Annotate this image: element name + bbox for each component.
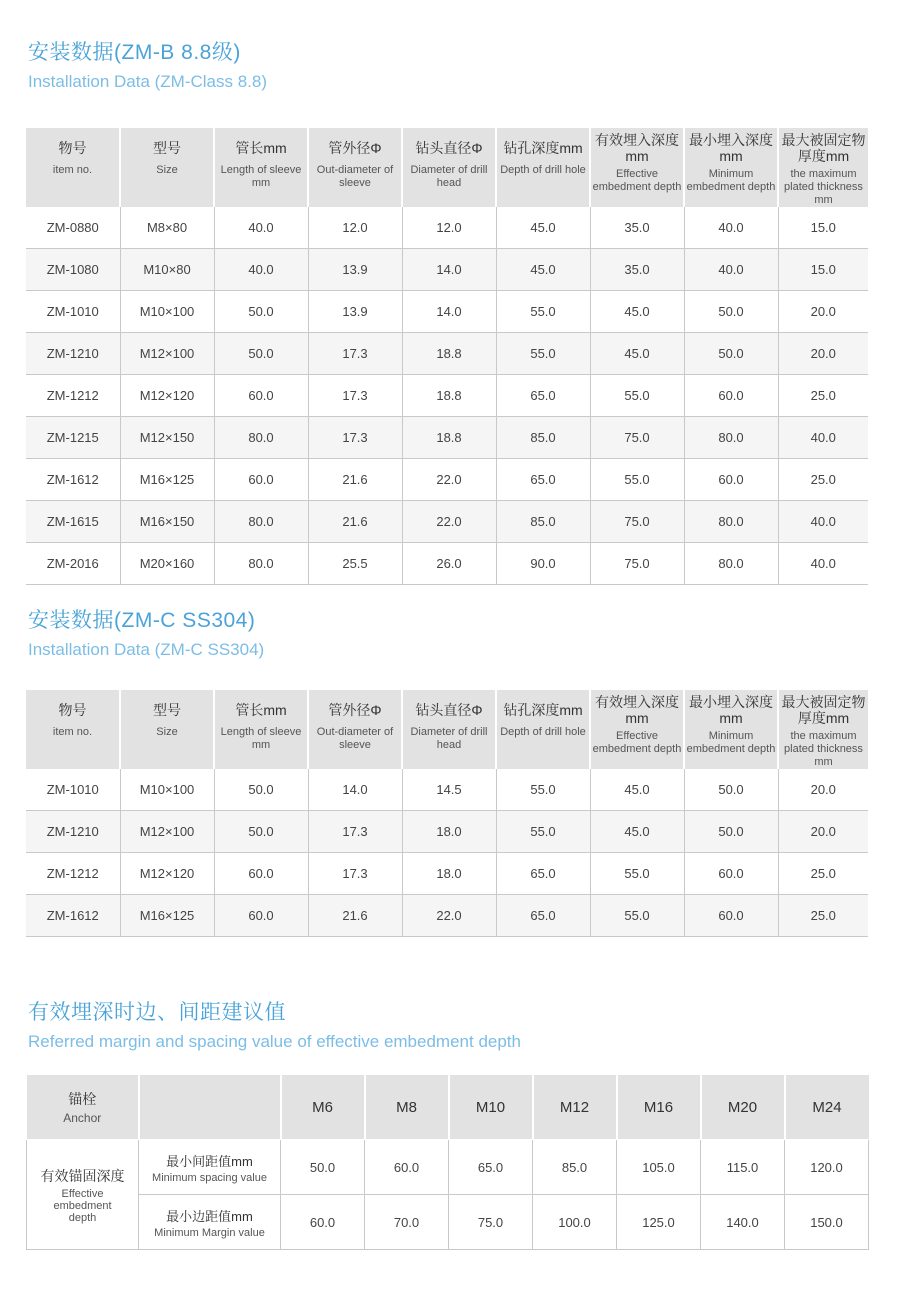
table-cell: 12.0 — [402, 207, 496, 249]
table-cell: 65.0 — [496, 375, 590, 417]
min-margin-value: 150.0 — [785, 1195, 869, 1250]
table-cell: 40.0 — [684, 249, 778, 291]
column-header-en: Minimum embedment depth — [686, 168, 776, 193]
table-cell: 50.0 — [684, 769, 778, 811]
column-header-en: Depth of drill hole — [500, 726, 586, 738]
table-cell: 60.0 — [214, 895, 308, 937]
table-cell: 60.0 — [684, 375, 778, 417]
table-cell: 85.0 — [496, 501, 590, 543]
section-spacing-heading — [28, 996, 521, 1052]
column-header — [120, 690, 214, 769]
column-header-cn: 最大被固定物厚度mm — [781, 694, 866, 726]
table-cell: 14.0 — [402, 291, 496, 333]
table-cell: 18.0 — [402, 811, 496, 853]
table-cell: 21.6 — [308, 459, 402, 501]
table-cell: M12×100 — [120, 811, 214, 853]
section-zmb-title-en: Installation Data (ZM-Class 8.8) — [28, 72, 268, 91]
table-row — [26, 375, 868, 417]
table-cell: 45.0 — [590, 291, 684, 333]
min-spacing-label-en: Minimum spacing value — [152, 1171, 267, 1184]
table-cell: 12.0 — [308, 207, 402, 249]
table-cell: 50.0 — [684, 811, 778, 853]
column-header-cn: 管外径Φ — [328, 702, 382, 718]
column-header-cn: 钻头直径Φ — [415, 140, 483, 156]
table-cell: 13.9 — [308, 249, 402, 291]
column-header-en: Depth of drill hole — [500, 164, 586, 176]
min-margin-row — [27, 1195, 869, 1250]
table-row — [26, 417, 868, 459]
table-cell: 22.0 — [402, 459, 496, 501]
table-row — [26, 811, 868, 853]
table-cell: 18.8 — [402, 333, 496, 375]
table-cell: 18.8 — [402, 417, 496, 459]
min-margin-label-en: Minimum Margin value — [154, 1226, 265, 1239]
column-header-cn: 管长mm — [235, 140, 287, 156]
table-cell: ZM-1080 — [26, 249, 120, 291]
anchor-header-cell — [27, 1075, 139, 1140]
column-header-cn: 管长mm — [235, 702, 287, 718]
table-cell: 20.0 — [778, 769, 868, 811]
table-cell: ZM-1210 — [26, 811, 120, 853]
column-header-cn: 有效埋入深度mm — [595, 694, 679, 726]
column-header-en: the maximum plated thickness mm — [784, 168, 863, 206]
table-cell: M12×120 — [120, 853, 214, 895]
table-cell: 17.3 — [308, 853, 402, 895]
min-spacing-label-cell — [139, 1140, 281, 1195]
table-cell: ZM-1612 — [26, 459, 120, 501]
zmb-table-body — [26, 207, 868, 585]
table-cell: 60.0 — [684, 459, 778, 501]
column-header-en: Minimum embedment depth — [686, 730, 776, 755]
table-cell: 50.0 — [214, 811, 308, 853]
column-header — [496, 690, 590, 769]
table-cell: 25.0 — [778, 895, 868, 937]
table-cell: 26.0 — [402, 543, 496, 585]
table-cell: 14.0 — [308, 769, 402, 811]
min-margin-value: 125.0 — [617, 1195, 701, 1250]
table-cell: 50.0 — [214, 291, 308, 333]
column-header — [684, 690, 778, 769]
anchor-label-cn: 锚栓 — [68, 1091, 97, 1107]
table-row — [26, 543, 868, 585]
table-cell: 50.0 — [214, 333, 308, 375]
size-header-cell: M24 — [785, 1075, 869, 1140]
table-cell: 55.0 — [590, 459, 684, 501]
section-zmc-title-en: Installation Data (ZM-C SS304) — [28, 640, 265, 659]
group-label-cn: 有效锚固深度 — [40, 1167, 125, 1184]
size-header-cell: M12 — [533, 1075, 617, 1140]
table-cell: 21.6 — [308, 895, 402, 937]
table-cell: 17.3 — [308, 333, 402, 375]
table-cell: 65.0 — [496, 895, 590, 937]
column-header — [26, 128, 120, 207]
table-cell: 75.0 — [590, 543, 684, 585]
table-cell: 21.6 — [308, 501, 402, 543]
column-header-cn: 型号 — [153, 702, 181, 718]
column-header — [402, 690, 496, 769]
table-cell: 45.0 — [590, 333, 684, 375]
table-row — [26, 895, 868, 937]
table-cell: 85.0 — [496, 417, 590, 459]
min-margin-value: 75.0 — [449, 1195, 533, 1250]
table-cell: 50.0 — [214, 769, 308, 811]
column-header-en: Diameter of drill head — [410, 726, 488, 751]
section-zmc-heading — [28, 604, 264, 660]
spacing-header-row — [27, 1075, 869, 1140]
column-header-en: Size — [156, 164, 178, 176]
table-row — [26, 207, 868, 249]
table-cell: 18.8 — [402, 375, 496, 417]
table-cell: M16×150 — [120, 501, 214, 543]
min-margin-value: 70.0 — [365, 1195, 449, 1250]
table-cell: 17.3 — [308, 811, 402, 853]
min-margin-label-cn: 最小边距值mm — [166, 1208, 253, 1224]
table-cell: 18.0 — [402, 853, 496, 895]
column-header-en: Effective embedment depth — [592, 730, 682, 755]
column-header-cn: 最小埋入深度mm — [689, 694, 773, 726]
column-header — [308, 690, 402, 769]
table-cell: 55.0 — [590, 853, 684, 895]
table-cell: 40.0 — [778, 501, 868, 543]
column-header — [590, 128, 684, 207]
size-header-cell: M20 — [701, 1075, 785, 1140]
table-cell: M10×100 — [120, 769, 214, 811]
table-row — [26, 333, 868, 375]
min-spacing-value: 65.0 — [449, 1140, 533, 1195]
table-cell: ZM-0880 — [26, 207, 120, 249]
column-header-en: Out-diameter of sleeve — [316, 164, 394, 189]
column-header — [214, 690, 308, 769]
column-header-en: the maximum plated thickness mm — [784, 730, 863, 768]
table-cell: 60.0 — [214, 853, 308, 895]
table-cell: 40.0 — [778, 417, 868, 459]
zmb-installation-table — [26, 128, 868, 585]
column-header-cn: 物号 — [58, 140, 87, 156]
zmc-table-body — [26, 769, 868, 937]
table-cell: 20.0 — [778, 291, 868, 333]
table-row — [26, 853, 868, 895]
column-header — [402, 128, 496, 207]
table-cell: 55.0 — [496, 769, 590, 811]
table-cell: 55.0 — [590, 895, 684, 937]
table-cell: 35.0 — [590, 249, 684, 291]
size-header-cell: M6 — [281, 1075, 365, 1140]
table-cell: ZM-1010 — [26, 291, 120, 333]
table-cell: ZM-1615 — [26, 501, 120, 543]
table-cell: 45.0 — [590, 769, 684, 811]
size-header-cell: M16 — [617, 1075, 701, 1140]
table-cell: 40.0 — [778, 543, 868, 585]
table-cell: 75.0 — [590, 417, 684, 459]
min-spacing-value: 120.0 — [785, 1140, 869, 1195]
column-header-cn: 管外径Φ — [328, 140, 382, 156]
table-cell: 25.0 — [778, 853, 868, 895]
table-cell: 20.0 — [778, 333, 868, 375]
section-zmb-heading — [28, 36, 267, 92]
group-label-en: Effective embedment depth — [53, 1187, 112, 1224]
table-cell: ZM-1215 — [26, 417, 120, 459]
table-cell: 80.0 — [684, 417, 778, 459]
column-header-cn: 最大被固定物厚度mm — [781, 132, 866, 164]
table-cell: 90.0 — [496, 543, 590, 585]
section-spacing-title-en: Referred margin and spacing value of effective embedment depth — [28, 1032, 521, 1051]
table-cell: 35.0 — [590, 207, 684, 249]
table-row — [26, 769, 868, 811]
min-spacing-label-cn: 最小间距值mm — [166, 1153, 253, 1169]
zmc-header-row — [26, 690, 868, 769]
column-header-cn: 最小埋入深度mm — [689, 132, 773, 164]
min-margin-value: 60.0 — [281, 1195, 365, 1250]
table-cell: 60.0 — [684, 853, 778, 895]
column-header-en: Diameter of drill head — [410, 164, 488, 189]
table-cell: 80.0 — [214, 417, 308, 459]
table-row — [26, 501, 868, 543]
min-spacing-value: 105.0 — [617, 1140, 701, 1195]
table-cell: 25.0 — [778, 459, 868, 501]
table-cell: 25.5 — [308, 543, 402, 585]
column-header-en: item no. — [52, 164, 93, 176]
table-cell: ZM-1212 — [26, 853, 120, 895]
table-cell: M16×125 — [120, 895, 214, 937]
column-header-en: Length of sleeve mm — [220, 164, 302, 189]
column-header-cn: 物号 — [58, 702, 87, 718]
table-cell: 25.0 — [778, 375, 868, 417]
column-header-cn: 有效埋入深度mm — [595, 132, 679, 164]
table-cell: 80.0 — [214, 543, 308, 585]
table-cell: 13.9 — [308, 291, 402, 333]
table-cell: 40.0 — [214, 207, 308, 249]
column-header-en: Length of sleeve mm — [220, 726, 302, 751]
table-cell: 55.0 — [496, 291, 590, 333]
column-header-cn: 型号 — [153, 140, 181, 156]
size-header-cell: M10 — [449, 1075, 533, 1140]
column-header — [120, 128, 214, 207]
min-spacing-row — [27, 1140, 869, 1195]
table-cell: 15.0 — [778, 207, 868, 249]
table-cell: M16×125 — [120, 459, 214, 501]
table-cell: ZM-1210 — [26, 333, 120, 375]
table-cell: M8×80 — [120, 207, 214, 249]
table-cell: 15.0 — [778, 249, 868, 291]
table-cell: 55.0 — [590, 375, 684, 417]
table-cell: 14.5 — [402, 769, 496, 811]
column-header — [684, 128, 778, 207]
table-cell: 60.0 — [214, 375, 308, 417]
column-header-en: Effective embedment depth — [592, 168, 682, 193]
column-header — [214, 128, 308, 207]
min-margin-label-cell — [139, 1195, 281, 1250]
table-cell: 22.0 — [402, 501, 496, 543]
effective-depth-group-cell — [27, 1140, 139, 1250]
table-cell: 80.0 — [684, 543, 778, 585]
table-cell: 80.0 — [214, 501, 308, 543]
column-header-cn: 钻头直径Φ — [415, 702, 483, 718]
min-margin-value: 140.0 — [701, 1195, 785, 1250]
min-spacing-value: 85.0 — [533, 1140, 617, 1195]
table-cell: M12×100 — [120, 333, 214, 375]
table-cell: ZM-1010 — [26, 769, 120, 811]
blank-header-cell — [139, 1075, 281, 1140]
table-row — [26, 249, 868, 291]
table-cell: 60.0 — [684, 895, 778, 937]
min-margin-value: 100.0 — [533, 1195, 617, 1250]
table-cell: 65.0 — [496, 853, 590, 895]
table-cell: 40.0 — [684, 207, 778, 249]
table-cell: 75.0 — [590, 501, 684, 543]
column-header — [778, 690, 868, 769]
column-header — [590, 690, 684, 769]
column-header — [26, 690, 120, 769]
column-header — [778, 128, 868, 207]
table-cell: M20×160 — [120, 543, 214, 585]
table-cell: 50.0 — [684, 291, 778, 333]
table-cell: 55.0 — [496, 333, 590, 375]
table-cell: 45.0 — [590, 811, 684, 853]
table-cell: 14.0 — [402, 249, 496, 291]
column-header — [308, 128, 402, 207]
table-cell: 17.3 — [308, 375, 402, 417]
min-spacing-value: 60.0 — [365, 1140, 449, 1195]
spacing-table — [26, 1074, 869, 1250]
column-header — [496, 128, 590, 207]
zmc-installation-table — [26, 690, 868, 937]
column-header-cn: 钻孔深度mm — [503, 702, 583, 718]
table-row — [26, 291, 868, 333]
table-cell: 17.3 — [308, 417, 402, 459]
table-cell: 45.0 — [496, 207, 590, 249]
section-zmb-title-cn: 安装数据(ZM-B 8.8级) — [28, 41, 241, 64]
table-cell: 20.0 — [778, 811, 868, 853]
min-spacing-value: 115.0 — [701, 1140, 785, 1195]
table-cell: ZM-1612 — [26, 895, 120, 937]
table-cell: M10×80 — [120, 249, 214, 291]
section-spacing-title-cn: 有效埋深时边、间距建议值 — [28, 1001, 286, 1024]
table-cell: M12×150 — [120, 417, 214, 459]
column-header-en: item no. — [52, 726, 93, 738]
table-cell: 65.0 — [496, 459, 590, 501]
table-cell: M10×100 — [120, 291, 214, 333]
table-cell: 50.0 — [684, 333, 778, 375]
table-cell: 45.0 — [496, 249, 590, 291]
table-cell: 40.0 — [214, 249, 308, 291]
column-header-en: Size — [156, 726, 178, 738]
anchor-label-en: Anchor — [63, 1111, 102, 1125]
table-cell: M12×120 — [120, 375, 214, 417]
size-header-cell: M8 — [365, 1075, 449, 1140]
table-cell: 55.0 — [496, 811, 590, 853]
column-header-cn: 钻孔深度mm — [503, 140, 583, 156]
table-cell: 80.0 — [684, 501, 778, 543]
table-cell: 60.0 — [214, 459, 308, 501]
section-zmc-title-cn: 安装数据(ZM-C SS304) — [28, 609, 256, 632]
column-header-en: Out-diameter of sleeve — [316, 726, 394, 751]
table-cell: 22.0 — [402, 895, 496, 937]
table-cell: ZM-2016 — [26, 543, 120, 585]
table-row — [26, 459, 868, 501]
zmb-header-row — [26, 128, 868, 207]
table-cell: ZM-1212 — [26, 375, 120, 417]
min-spacing-value: 50.0 — [281, 1140, 365, 1195]
